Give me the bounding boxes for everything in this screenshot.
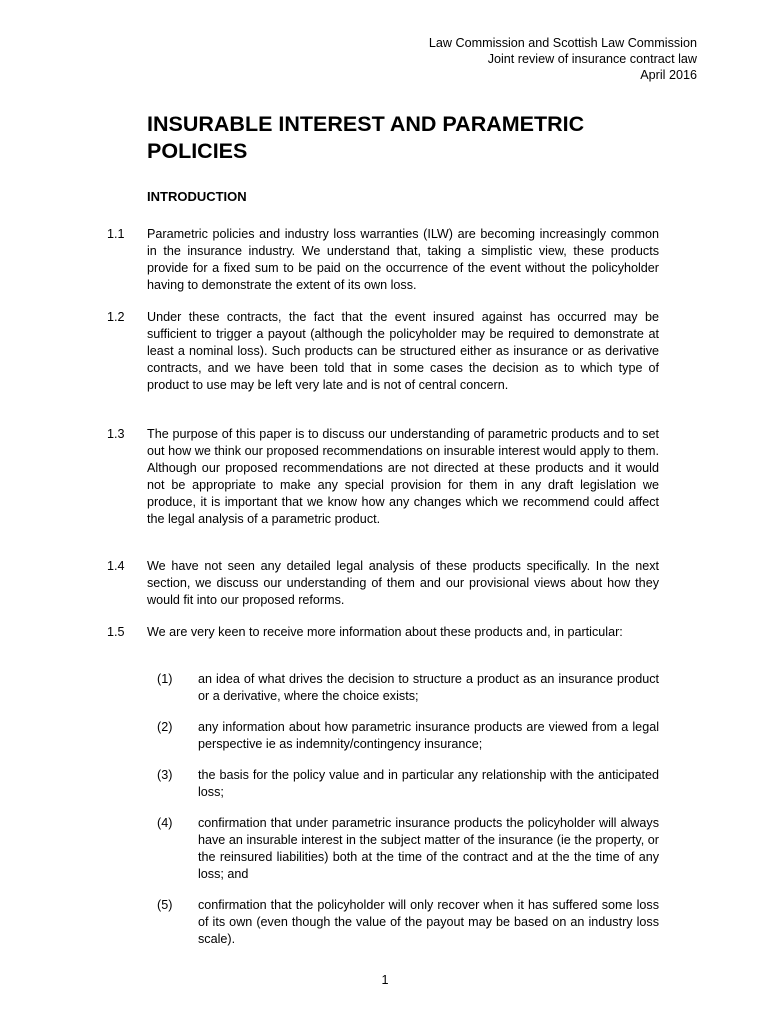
paragraph-1-2 <box>107 309 659 394</box>
document-title: INSURABLE INTEREST AND PARAMETRIC POLICIES <box>147 112 585 163</box>
list-item-number: (5) <box>157 898 173 912</box>
paragraph-text: Under these contracts, the fact that the event insured against has occurred may be sufficient to trigger a payout (although the policyholder may be required to demonstrate at least a nominal loss). Such products can be structured either as insurance or as derivative contracts, and we have been told that in some cases the decision as to which type of product to use may be left very late and is not of central concern. <box>147 310 659 393</box>
list-item-5 <box>147 897 659 948</box>
list-item-text: confirmation that the policyholder will only recover when it has suffered some loss of its own (even though the value of the payout may be based on an industry loss scale). <box>198 898 659 947</box>
paragraph-text: The purpose of this paper is to discuss our understanding of parametric products and to set out how we think our proposed recommendations on insurable interest would apply to them. Although our proposed recommendations are not directed at these products and it would not be appropriate to make any special provision for them in any draft legislation we produce, it is important that we know how any changes which we recommend could affect the legal analysis of a parametric product. <box>147 427 659 527</box>
paragraph-number: 1.3 <box>107 427 125 441</box>
header-organisation: Law Commission and Scottish Law Commission <box>428 36 697 50</box>
list-item-3 <box>147 767 659 801</box>
list-item-text: an idea of what drives the decision to structure a product as an insurance product or a derivative, where the choice exists; <box>198 672 659 704</box>
paragraph-1-4 <box>107 558 659 609</box>
list-item-text: confirmation that under parametric insurance products the policyholder will always have an insurable interest in the subject matter of the insurance (ie the property, or the reinsured liabilities) both at the time of the contract and at the the time of any loss; and <box>198 816 659 882</box>
paragraph-1-1 <box>107 226 659 294</box>
list-item-4 <box>147 815 659 883</box>
paragraph-text: We have not seen any detailed legal analysis of these products specifically. In the next section, we discuss our understanding of them and our provisional views about how they would fit into our proposed reforms. <box>147 559 659 608</box>
paragraph-number: 1.4 <box>107 559 125 573</box>
list-item-number: (4) <box>157 816 173 830</box>
paragraph-1-3 <box>107 426 659 529</box>
document-header <box>429 35 697 83</box>
paragraph-1-5 <box>107 624 659 641</box>
header-review-title: Joint review of insurance contract law <box>487 52 697 66</box>
list-item-number: (2) <box>157 720 173 734</box>
page-number: 1 <box>381 973 389 987</box>
list-item-1 <box>147 671 659 705</box>
paragraph-text: Parametric policies and industry loss warranties (ILW) are becoming increasingly common in the insurance industry. We understand that, taking a simplistic view, these products provide for a fixed sum to be paid on the occurrence of the event without the policyholder having to demonstrate the extent of its own loss. <box>147 227 659 293</box>
section-heading: INTRODUCTION <box>147 189 247 204</box>
header-date: April 2016 <box>640 68 697 82</box>
paragraph-number: 1.5 <box>107 625 125 639</box>
paragraph-number: 1.1 <box>107 227 125 241</box>
list-item-text: the basis for the policy value and in particular any relationship with the anticipated loss; <box>198 768 659 800</box>
paragraph-text: We are very keen to receive more information about these products and, in particular: <box>147 625 623 639</box>
list-item-2 <box>147 719 659 753</box>
paragraph-number: 1.2 <box>107 310 125 324</box>
list-item-text: any information about how parametric insurance products are viewed from a legal perspective ie as indemnity/contingency insurance; <box>198 720 659 752</box>
list-item-number: (3) <box>157 768 173 782</box>
list-item-number: (1) <box>157 672 173 686</box>
